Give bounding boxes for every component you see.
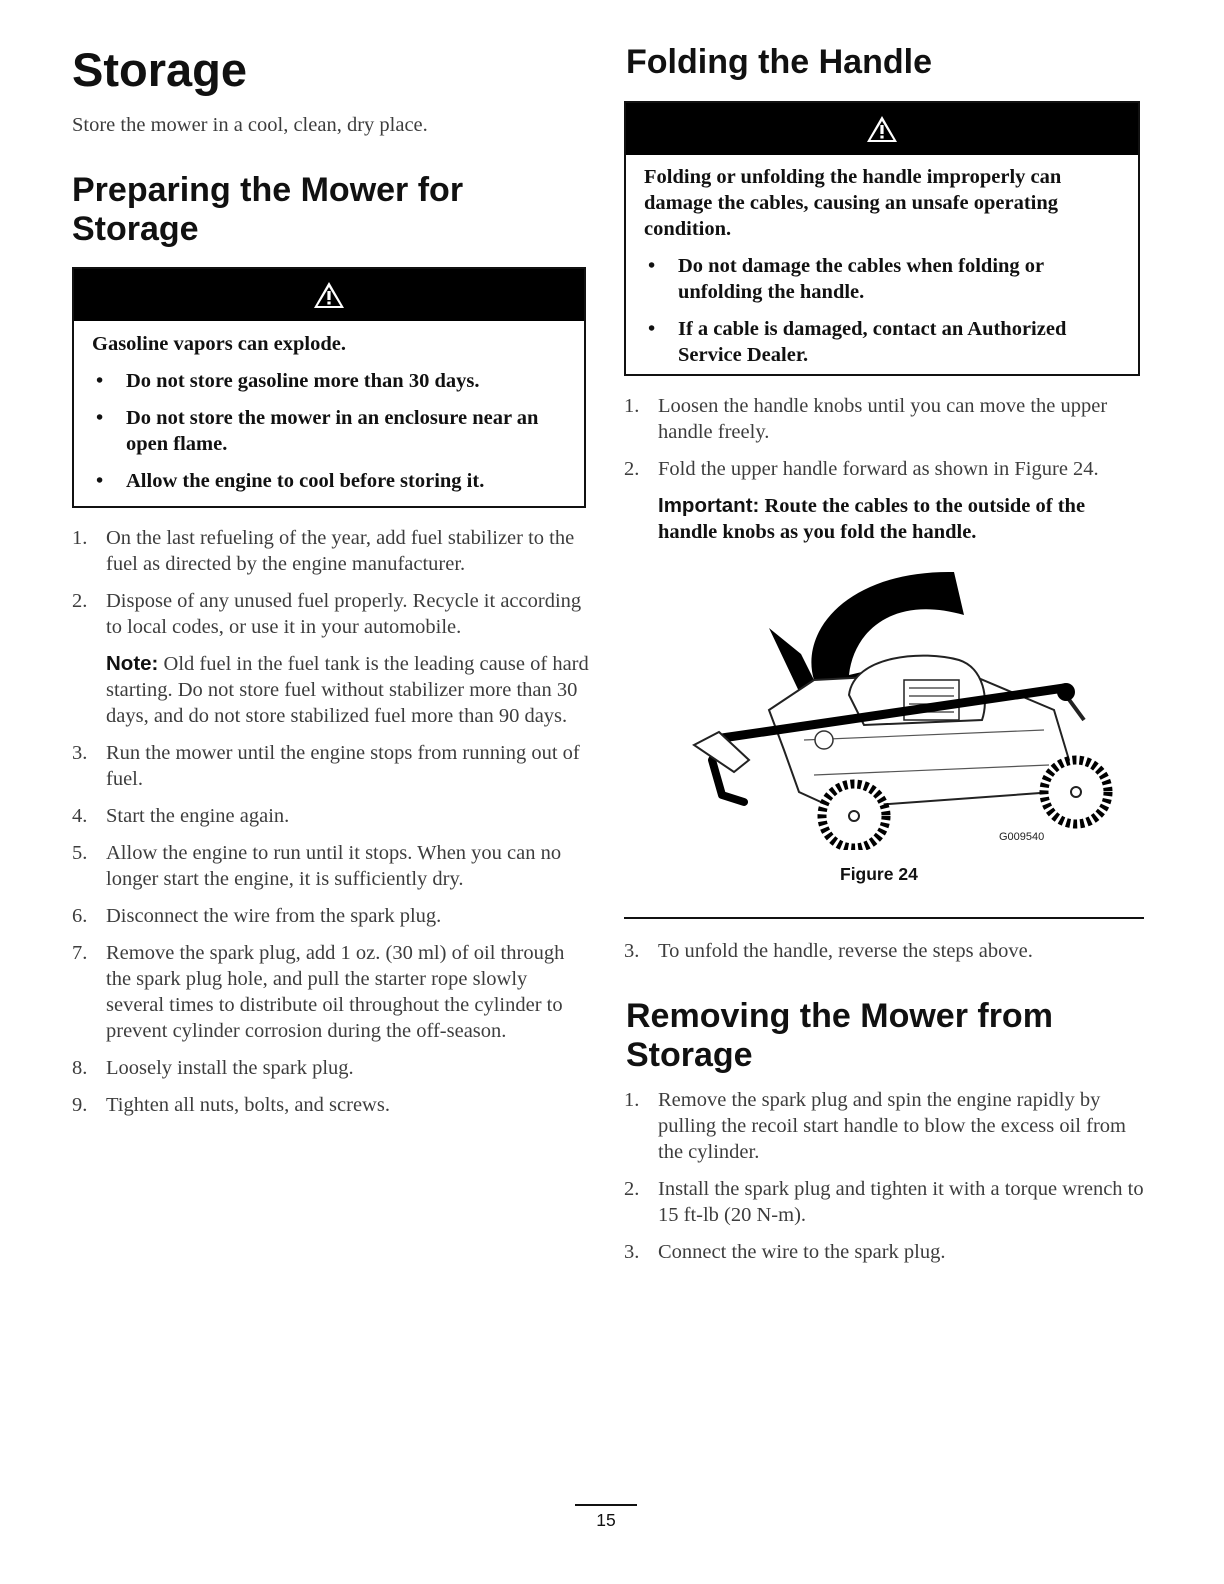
step-item <box>72 525 590 577</box>
preparing-steps <box>72 525 590 1129</box>
step-number: 4. <box>72 805 88 827</box>
warning-banner <box>626 103 1138 155</box>
step-number: 8. <box>72 1057 88 1079</box>
step-text: Dispose of any unused fuel properly. Recycle it according to local codes, or use it in your automobile. <box>106 590 582 638</box>
step-text: Tighten all nuts, bolts, and screws. <box>106 1094 390 1116</box>
step-text: Loosely install the spark plug. <box>106 1057 354 1079</box>
step-item <box>72 588 590 729</box>
step-text: Remove the spark plug, add 1 oz. (30 ml) of oil through the spark plug hole, and pull the starter rope slowly several times to distribute oil throughout the cylinder to prevent cylinder corrosion during the off-season. <box>106 942 565 1042</box>
step-number: 3. <box>624 1241 640 1263</box>
step-text: Connect the wire to the spark plug. <box>658 1241 946 1263</box>
folding-warning-box <box>624 101 1140 376</box>
warning-heading: Folding or unfolding the handle improperly can damage the cables, causing an unsafe operating condition. <box>644 166 1062 240</box>
step-number: 1. <box>72 527 88 549</box>
step-number: 7. <box>72 942 88 964</box>
step-text: Start the engine again. <box>106 805 290 827</box>
warning-triangle-icon <box>865 114 899 144</box>
step-item <box>624 1087 1146 1165</box>
step-text: Allow the engine to run until it stops. When you can no longer start the engine, it is sufficiently dry. <box>106 842 562 890</box>
removing-title: Removing the Mower from Storage <box>626 997 1053 1074</box>
step-item <box>72 1092 590 1118</box>
note-text: Old fuel in the fuel tank is the leading cause of hard starting. Do not store fuel without stabilizer more than 30 days, and do not store stabilized fuel more than 90 days. <box>106 653 589 727</box>
note-label: Note: <box>106 652 159 675</box>
step-number: 3. <box>72 742 88 764</box>
important-text: Route the cables to the outside of the handle knobs as you fold the handle. <box>658 495 1086 543</box>
step-text: Remove the spark plug and spin the engine rapidly by pulling the recoil start handle to blow the excess oil from the cylinder. <box>658 1089 1126 1163</box>
figure-24-mower-illustration <box>664 560 1114 850</box>
warning-bullet-list <box>92 368 566 494</box>
important-block <box>658 493 1146 545</box>
step-item <box>624 1239 1146 1265</box>
warning-bullet: • Allow the engine to cool before storing it. <box>92 468 566 494</box>
step-item <box>72 903 590 929</box>
step-text: To unfold the handle, reverse the steps above. <box>658 940 1033 962</box>
step-text: Install the spark plug and tighten it with a torque wrench to 15 ft-lb (20 N-m). <box>658 1178 1144 1226</box>
section-divider <box>624 917 1144 919</box>
note-block <box>106 651 590 729</box>
folding-title: Folding the Handle <box>626 43 932 81</box>
step-number: 2. <box>624 458 640 480</box>
step-text: Fold the upper handle forward as shown in Figure 24. <box>658 458 1099 480</box>
warning-banner <box>74 269 584 321</box>
step-number: 5. <box>72 842 88 864</box>
step-number: 1. <box>624 395 640 417</box>
step-number: 1. <box>624 1089 640 1111</box>
step-text: Disconnect the wire from the spark plug. <box>106 905 442 927</box>
page-number: 15 <box>575 1504 637 1531</box>
step-text: Loosen the handle knobs until you can move the upper handle freely. <box>658 395 1108 443</box>
unfold-step <box>624 938 1146 975</box>
folding-steps <box>624 393 1146 556</box>
step-number: 2. <box>624 1178 640 1200</box>
step-item <box>624 393 1146 445</box>
step-number: 9. <box>72 1094 88 1116</box>
step-item <box>72 940 590 1044</box>
step-number: 2. <box>72 590 88 612</box>
handle-knob-icon <box>1057 683 1075 701</box>
step-item <box>72 740 590 792</box>
preparing-warning-box <box>72 267 586 508</box>
warning-bullet: • Do not damage the cables when folding or unfolding the handle. <box>644 253 1120 305</box>
warning-bullet: • If a cable is damaged, contact an Authorized Service Dealer. <box>644 316 1120 368</box>
warning-heading: Gasoline vapors can explode. <box>92 333 346 355</box>
warning-triangle-icon <box>312 280 346 310</box>
preparing-title: Preparing the Mower for Storage <box>72 171 464 248</box>
step-item <box>72 840 590 892</box>
step-number: 3. <box>624 940 640 962</box>
step-item <box>624 456 1146 545</box>
storage-title: Storage <box>72 43 247 96</box>
important-label: Important: <box>658 494 760 517</box>
warning-body <box>74 321 584 515</box>
step-item <box>624 938 1146 964</box>
step-item <box>624 1176 1146 1228</box>
step-number: 6. <box>72 905 88 927</box>
step-item <box>72 1055 590 1081</box>
removing-steps <box>624 1087 1146 1276</box>
step-item <box>72 803 590 829</box>
warning-body <box>626 155 1138 389</box>
warning-bullet: • Do not store the mower in an enclosure near an open flame. <box>92 405 566 457</box>
step-text: On the last refueling of the year, add fuel stabilizer to the fuel as directed by the engine manufacturer. <box>106 527 575 575</box>
storage-intro: Store the mower in a cool, clean, dry place. <box>72 114 428 136</box>
warning-bullet: • Do not store gasoline more than 30 days. <box>92 368 566 394</box>
figure-caption: Figure 24 <box>840 864 918 884</box>
figure-code: G009540 <box>999 831 1045 843</box>
warning-bullet-list <box>644 253 1120 368</box>
step-text: Run the mower until the engine stops from running out of fuel. <box>106 742 580 790</box>
